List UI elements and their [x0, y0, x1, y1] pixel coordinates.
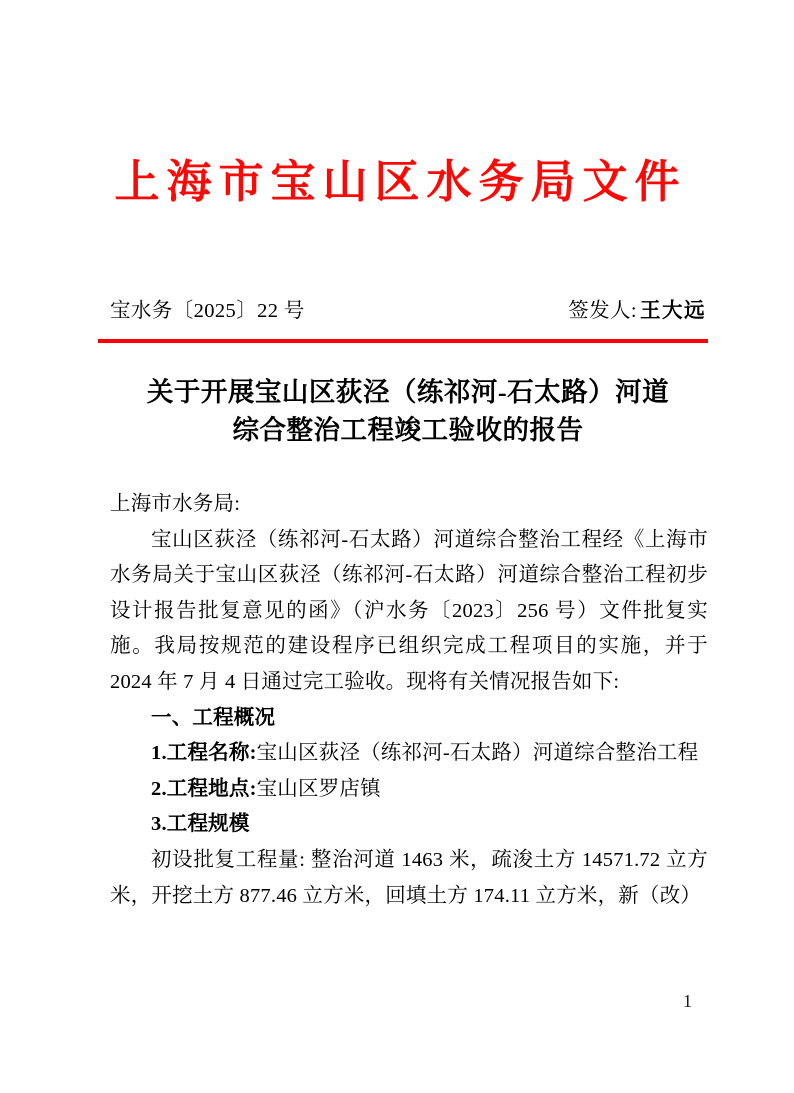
red-separator-rule: [98, 339, 708, 343]
signer-name: 王大远: [640, 300, 706, 322]
body-paragraph-scale: 初设批复工程量: 整治河道 1463 米，疏浚土方 14571.72 立方米，开挖土方 877.46 立方米，回填土方 174.11 立方米，新（改）: [110, 848, 708, 907]
item-2-label: 2.工程地点:: [151, 777, 257, 800]
document-number-row: [110, 297, 706, 325]
masthead: [0, 156, 794, 209]
document-body: [110, 487, 708, 914]
addressee-line: 上海市水务局:: [110, 493, 241, 515]
page-number: 1: [683, 991, 692, 1011]
item-1-value: 宝山区荻泾（练祁河-石太路）河道综合整治工程: [256, 742, 699, 765]
signer-block: [568, 297, 706, 325]
masthead-title: 上海市宝山区水务局文件: [114, 157, 687, 207]
document-title: [110, 373, 706, 449]
item-2: [110, 772, 708, 808]
document-title-line-2: 综合整治工程竣工验收的报告: [232, 415, 584, 445]
item-3-heading: 3.工程规模: [151, 813, 250, 836]
document-title-line-1: 关于开展宝山区荻泾（练祁河-石太路）河道: [146, 377, 670, 407]
signer-label: 签发人:: [568, 300, 637, 322]
item-2-value: 宝山区罗店镇: [256, 777, 381, 800]
document-number: 宝水务〔2025〕22 号: [110, 300, 305, 322]
item-1: [110, 736, 708, 772]
item-1-label: 1.工程名称:: [151, 742, 257, 765]
body-paragraph-1: 宝山区荻泾（练祁河-石太路）河道综合整治工程经《上海市水务局关于宝山区荻泾（练祁河-石太路）河道综合整治工程初步设计报告批复意见的函》（沪水务〔2023〕256 号）文件批复实施。我局按规范的建设程序已组织完成工程项目的实施，并于 2024 年 7 月 4 日通过完工验收。现将有关情况报告如下:: [110, 528, 708, 693]
section-heading-1: 一、工程概况: [151, 706, 276, 729]
